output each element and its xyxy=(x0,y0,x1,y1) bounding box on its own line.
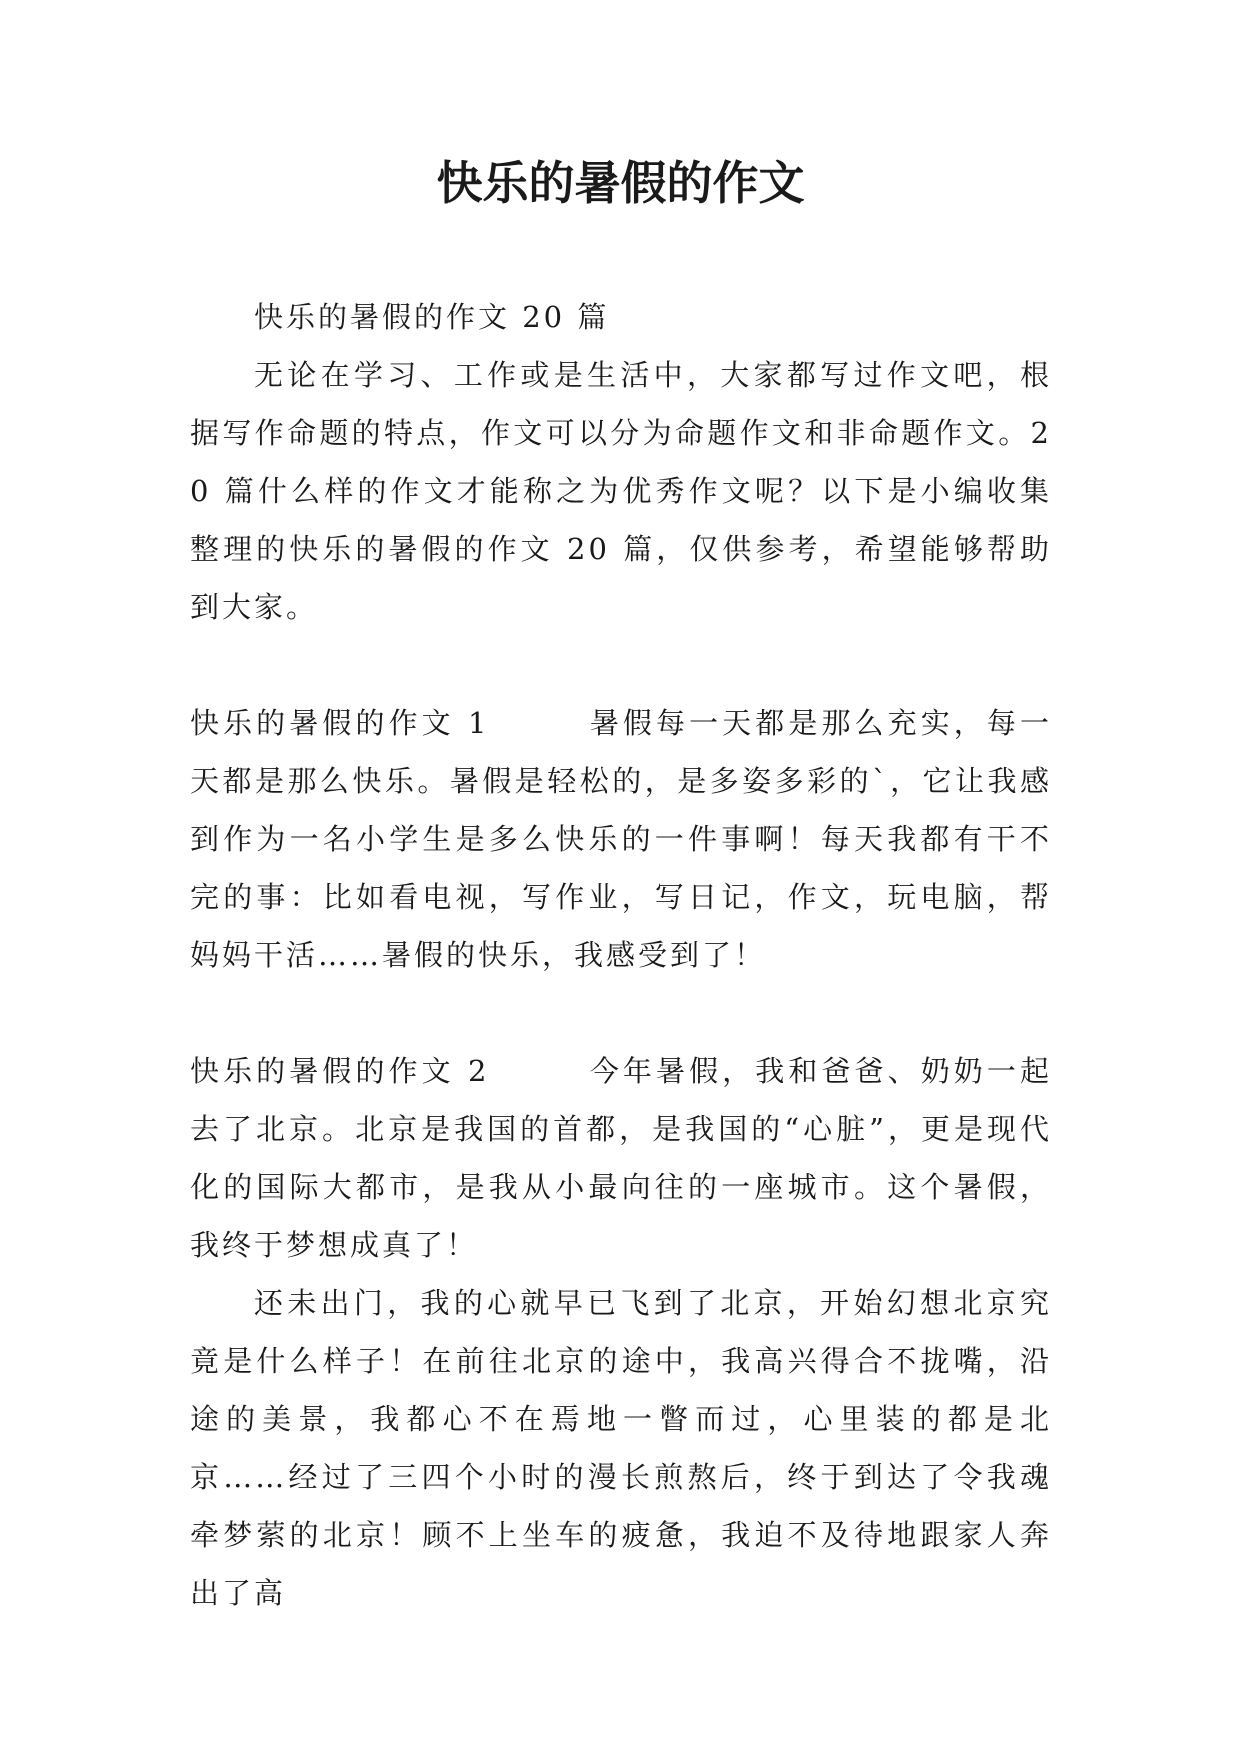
section-1-heading: 快乐的暑假的作文 1 xyxy=(190,706,490,740)
document-title: 快乐的暑假的作文 xyxy=(436,156,805,210)
section-2-paragraph xyxy=(190,1042,1052,1274)
section-2-continuation: 还未出门，我的心就早已飞到了北京，开始幻想北京究竟是什么样子！在前往北京的途中，我高兴得合不拢嘴，沿途的美景，我都心不在焉地一瞥而过，心里装的都是北京……经过了三四个小时的漫长煎熬后，终于到达了令我魂牵梦萦的北京！顾不上坐车的疲惫，我迫不及待地跟家人奔出了高 xyxy=(190,1286,1052,1610)
section-2-text: 今年暑假，我和爸爸、奶奶一起去了北京。北京是我国的首都，是我国的“心脏”，更是现代化的国际大都市，是我从小最向往的一座城市。这个暑假，我终于梦想成真了！ xyxy=(190,1054,1052,1262)
document-body xyxy=(190,288,1052,1622)
section-2-heading: 快乐的暑假的作文 2 xyxy=(190,1054,490,1088)
section-1-text: 暑假每一天都是那么充实，每一天都是那么快乐。暑假是轻松的，是多姿多彩的`，它让我感到作为一名小学生是多么快乐的一件事啊！每天我都有干不完的事：比如看电视，写作业，写日记，作文，玩电脑，帮妈妈干活……暑假的快乐，我感受到了！ xyxy=(190,706,1052,972)
intro-paragraph: 无论在学习、工作或是生活中，大家都写过作文吧，根据写作命题的特点，作文可以分为命题作文和非命题作文。20 篇什么样的作文才能称之为优秀作文呢？以下是小编收集整理的快乐的暑假的作文 20 篇，仅供参考，希望能够帮助到大家。 xyxy=(190,358,1052,624)
section-1-paragraph xyxy=(190,694,1052,984)
document-subtitle: 快乐的暑假的作文 20 篇 xyxy=(254,300,610,334)
